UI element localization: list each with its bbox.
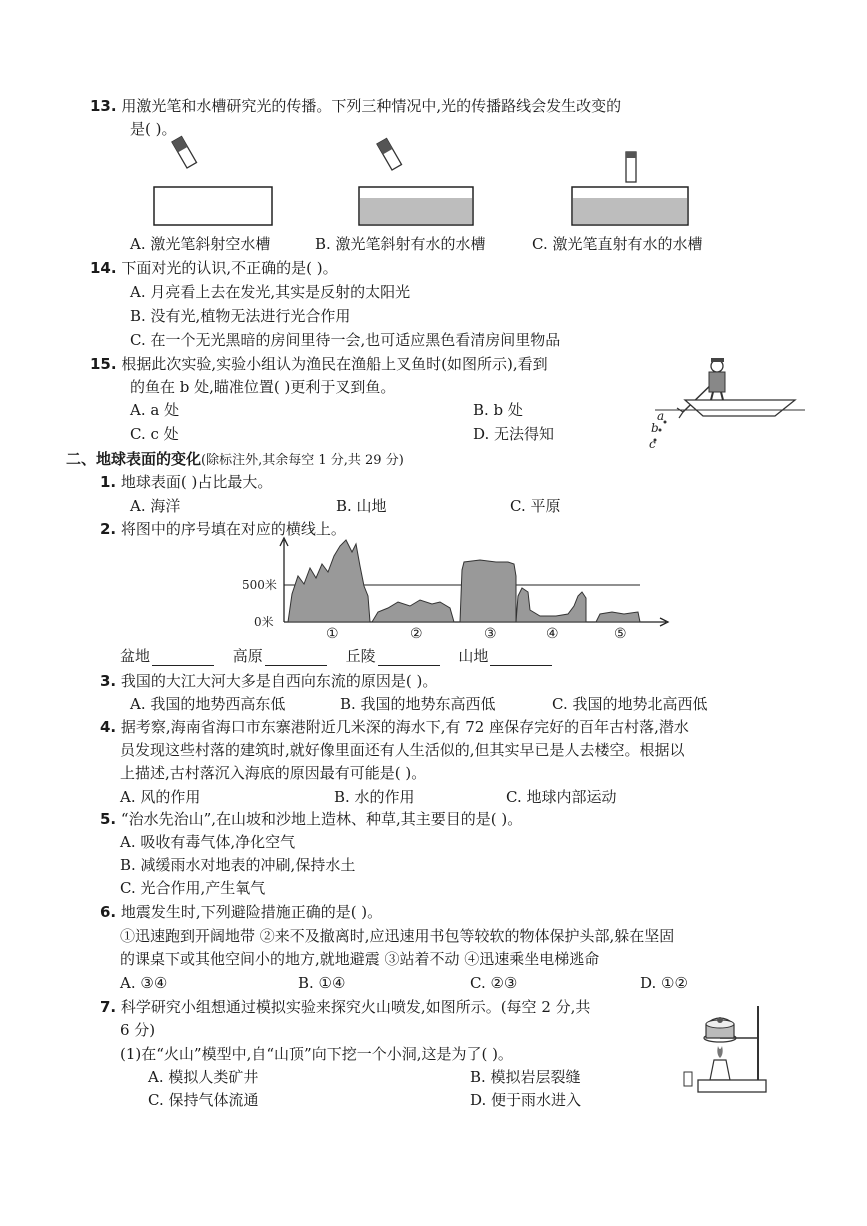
s2q3-text: 我国的大江大河大多是自西向东流的原因是( )。 (120, 672, 438, 690)
s2q3-option-a: A. 我国的地势西高东低 (130, 695, 286, 713)
s2q1-number: 1. (100, 473, 117, 491)
q15-fisherman-figure (645, 350, 805, 455)
q15-line1 (90, 354, 548, 374)
blank-label-plateau: 高原 (232, 647, 263, 665)
q13-option-b: B. 激光笔斜射有水的水槽 (315, 235, 486, 253)
q13-figure-a (150, 140, 280, 232)
q14-number: 14. (90, 259, 117, 277)
terrain-marker-4: ④ (546, 626, 559, 642)
s2q6-option-a: A. ③④ (120, 974, 168, 992)
s2q7-text1: 科学研究小组想通过模拟实验来探究火山喷发,如图所示。(每空 2 分,共 (120, 998, 591, 1016)
y-label-0: 0米 (254, 615, 274, 629)
q15-number: 15. (90, 355, 117, 373)
s2q2-blanks (120, 646, 552, 666)
blank-label-basin: 盆地 (120, 647, 151, 665)
s2q4-option-b: B. 水的作用 (334, 788, 415, 806)
volcano-apparatus-figure (680, 1000, 790, 1105)
terrain-marker-5: ⑤ (614, 626, 627, 642)
q14-option-b: B. 没有光,植物无法进行光合作用 (130, 307, 351, 325)
q15-option-b: B. b 处 (473, 401, 523, 419)
s2q2-number: 2. (100, 520, 117, 538)
s2q6-option-d: D. ①② (640, 974, 688, 992)
q13-figure-c (570, 140, 700, 232)
q15-label-c: c (649, 437, 656, 451)
s2q5-line (100, 809, 522, 829)
s2q1-option-b: B. 山地 (336, 497, 387, 515)
s2q7-option-a: A. 模拟人类矿井 (148, 1068, 259, 1086)
terrain-marker-2: ② (410, 626, 423, 642)
s2q3-line (100, 671, 437, 691)
s2q1-option-a: A. 海洋 (130, 497, 181, 515)
s2q7-text2: 6 分) (120, 1021, 156, 1039)
s2q3-option-c: C. 我国的地势北高西低 (552, 695, 708, 713)
s2q2-text: 将图中的序号填在对应的横线上。 (120, 520, 346, 538)
s2q4-text2: 员发现这些村落的建筑时,就好像里面还有人生活似的,但其实早已是人去楼空。根据以 (120, 741, 685, 759)
q14-option-a: A. 月亮看上去在发光,其实是反射的太阳光 (130, 283, 411, 301)
q13-text2: 是( )。 (130, 120, 177, 138)
s2q7-number: 7. (100, 998, 117, 1016)
s2q7-option-c: C. 保持气体流通 (148, 1091, 259, 1109)
s2q7-option-d: D. 便于雨水进入 (470, 1091, 582, 1109)
s2q1-option-c: C. 平原 (510, 497, 561, 515)
s2q7-line1 (100, 997, 590, 1017)
s2q6-number: 6. (100, 903, 117, 921)
terrain-diagram (240, 536, 670, 648)
q13-number: 13. (90, 97, 117, 115)
q13-line1 (90, 96, 621, 116)
q14-option-c: C. 在一个无光黑暗的房间里待一会,也可适应黑色看清房间里物品 (130, 331, 561, 349)
q14-line (90, 258, 338, 278)
terrain-marker-3: ③ (484, 626, 497, 642)
s2q5-option-a: A. 吸收有毒气体,净化空气 (120, 833, 296, 851)
s2q3-number: 3. (100, 672, 117, 690)
s2q5-option-b: B. 减缓雨水对地表的冲刷,保持水土 (120, 856, 356, 874)
q14-text: 下面对光的认识,不正确的是( )。 (121, 259, 338, 277)
s2q4-text3: 上描述,古村落沉入海底的原因最有可能是( )。 (120, 764, 427, 782)
s2q5-text: “治水先治山”,在山坡和沙地上造林、种草,其主要目的是( )。 (120, 810, 523, 828)
blank-label-hills: 丘陵 (345, 647, 376, 665)
s2q6-text: 地震发生时,下列避险措施正确的是( )。 (120, 903, 383, 921)
q15-option-a: A. a 处 (130, 401, 180, 419)
s2q6-statements-2: 的课桌下或其他空间小的地方,就地避震 ③站着不动 ④迅速乘坐电梯逃命 (120, 950, 600, 968)
q15-option-d: D. 无法得知 (473, 425, 555, 443)
s2q4-option-c: C. 地球内部运动 (506, 788, 617, 806)
s2q5-number: 5. (100, 810, 117, 828)
blank-plateau[interactable] (265, 649, 327, 666)
q15-label-a: a (657, 409, 665, 423)
section2-title: 二、地球表面的变化 (66, 450, 202, 468)
s2q4-text1: 据考察,海南省海口市东寨港附近几米深的海水下,有 72 座保存完好的百年古村落,潜水 (120, 718, 689, 736)
blank-basin[interactable] (152, 649, 214, 666)
s2q7-option-b: B. 模拟岩层裂缝 (470, 1068, 581, 1086)
q15-text2: 的鱼在 b 处,瞄准位置( )更利于叉到鱼。 (130, 378, 396, 396)
section2-note: (除标注外,其余每空 1 分,共 29 分) (201, 453, 404, 468)
s2q6-line (100, 902, 382, 922)
s2q6-option-b: B. ①④ (298, 974, 346, 992)
s2q1-line (100, 472, 272, 492)
s2q3-option-b: B. 我国的地势东高西低 (340, 695, 496, 713)
q13-option-c: C. 激光笔直射有水的水槽 (532, 235, 703, 253)
s2q6-option-c: C. ②③ (470, 974, 518, 992)
blank-mountain[interactable] (490, 649, 552, 666)
q15-label-b: b (651, 421, 659, 435)
q13-option-a: A. 激光笔斜射空水槽 (130, 235, 271, 253)
s2q1-text: 地球表面( )占比最大。 (120, 473, 273, 491)
s2q4-number: 4. (100, 718, 117, 736)
s2q4-option-a: A. 风的作用 (120, 788, 201, 806)
s2q5-option-c: C. 光合作用,产生氧气 (120, 879, 266, 897)
blank-hills[interactable] (378, 649, 440, 666)
section2-header (66, 449, 404, 471)
q15-option-c: C. c 处 (130, 425, 179, 443)
s2q4-line1 (100, 717, 689, 737)
blank-label-mountain: 山地 (458, 647, 489, 665)
q13-figure-b (355, 140, 485, 232)
q15-text1: 根据此次实验,实验小组认为渔民在渔船上叉鱼时(如图所示),看到 (121, 355, 548, 373)
y-label-500: 500米 (242, 578, 277, 592)
terrain-marker-1: ① (326, 626, 339, 642)
q13-text: 用激光笔和水槽研究光的传播。下列三种情况中,光的传播路线会发生改变的 (121, 97, 622, 115)
s2q7-sub1: (1)在“火山”模型中,自“山顶”向下挖一个小洞,这是为了( )。 (120, 1045, 513, 1063)
s2q6-statements-1: ①迅速跑到开阔地带 ②来不及撤离时,应迅速用书包等较软的物体保护头部,躲在坚固 (120, 927, 675, 945)
